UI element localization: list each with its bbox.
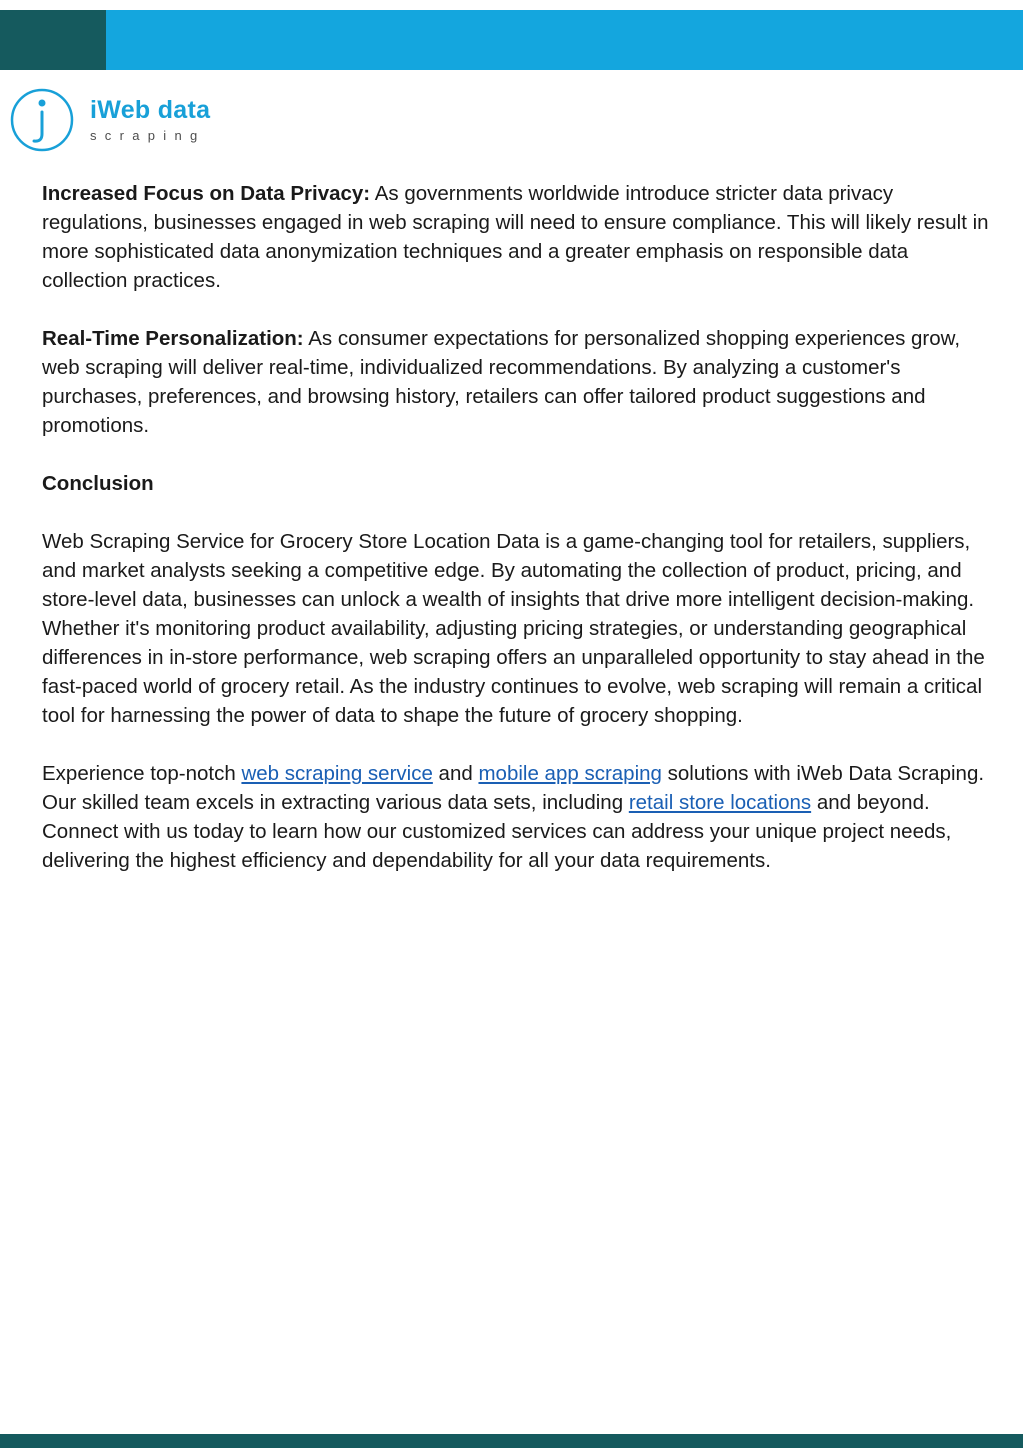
conclusion-paragraph: Web Scraping Service for Grocery Store Location Data is a game-changing tool for retailers, suppliers, and market analysts seeking a competitive edge. By automating the collection of product, pricing, and store-level data, businesses can unlock a wealth of insights that drive more intelligent decision-making. Whether it's monitoring product availability, adjusting pricing strategies, or understanding geographical differences in in-store performance, web scraping offers an unparalleled opportunity to stay ahead in the fast-paced world of grocery retail. As the industry continues to evolve, web scraping will remain a critical tool for harnessing the power of data to shape the future of grocery shopping. bbox=[42, 530, 985, 727]
cta-paragraph: Experience top-notch web scraping service and mobile app scraping solutions with iWeb Data Scraping. Our skilled team excels in extracting various data sets, including retail store locations and beyond. Connect with us today to learn how our customized services can address your unique project needs, delivering the highest efficiency and dependability for all your data requirements. bbox=[42, 762, 985, 872]
header-accent-block bbox=[0, 10, 106, 70]
conclusion-heading: Conclusion bbox=[42, 472, 154, 495]
iweb-data-logo[interactable] bbox=[10, 84, 230, 156]
logo-subtitle: scraping bbox=[90, 128, 206, 143]
privacy-paragraph bbox=[42, 179, 992, 295]
header-band bbox=[0, 10, 1023, 70]
logo-wordmark: iWeb data bbox=[90, 96, 211, 124]
privacy-text: As governments worldwide introduce stricter data privacy regulations, businesses engaged in web scraping will need to ensure compliance. This will likely result in more sophisticated data anonymization techniques and a greater emphasis on responsible data collection practices. bbox=[42, 182, 989, 292]
retail-store-locations-link[interactable]: retail store locations bbox=[628, 791, 812, 814]
logo-circle-icon bbox=[10, 84, 82, 156]
personalization-paragraph bbox=[42, 324, 992, 440]
web-scraping-service-link[interactable]: web scraping service bbox=[241, 762, 433, 785]
privacy-title: Increased Focus on Data Privacy: bbox=[42, 182, 371, 205]
personalization-title: Real-Time Personalization: bbox=[42, 327, 304, 350]
footer-band bbox=[0, 1434, 1023, 1448]
mobile-app-scraping-link[interactable]: mobile app scraping bbox=[478, 762, 662, 785]
personalization-text: As consumer expectations for personalized shopping experiences grow, web scraping will deliver real-time, individualized recommendations. By analyzing a customer's purchases, preferences, and browsing history, retailers can offer tailored product suggestions and promotions. bbox=[42, 327, 961, 437]
document-body bbox=[42, 179, 992, 904]
